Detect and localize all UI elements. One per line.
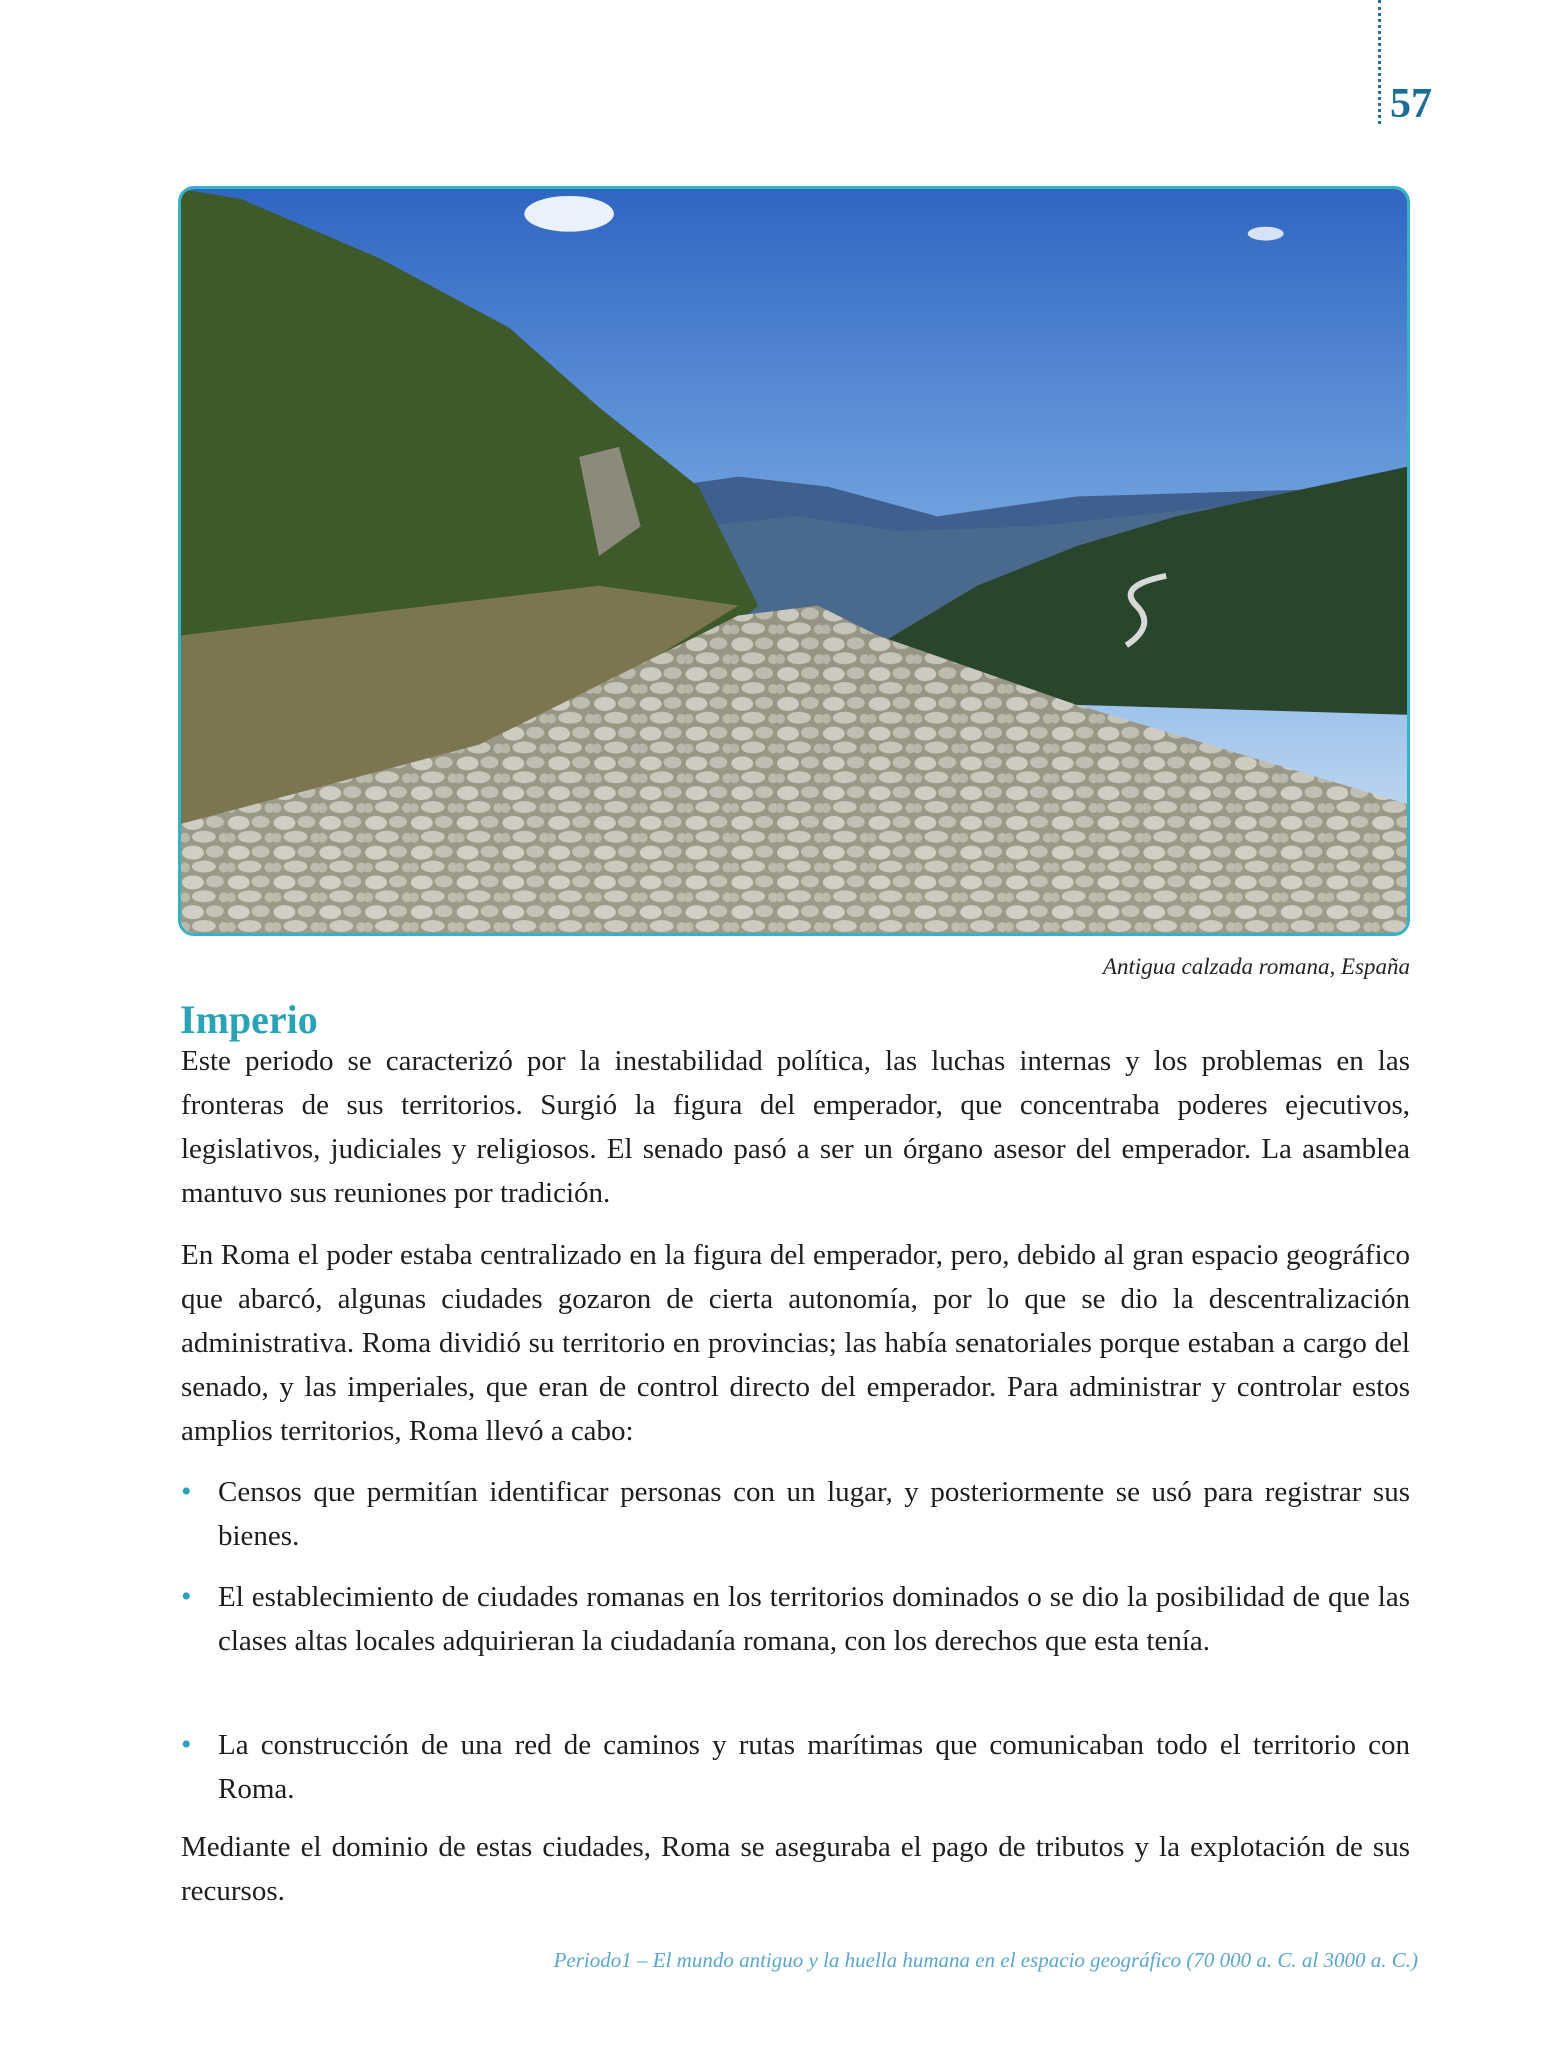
bullet-text: Censos que permitían identificar personas con un lugar, y posteriormente se usó para registrar sus bienes. (218, 1476, 1410, 1552)
bullet-item-2 (181, 1575, 1410, 1663)
section-heading: Imperio (180, 997, 318, 1042)
bullet-text: El establecimiento de ciudades romanas en los territorios dominados o se dio la posibilidad de que las clases altas locales adquirieran la ciudadanía romana, con los derechos que esta tenía. (218, 1581, 1410, 1657)
bullet-icon: • (181, 1580, 192, 1613)
photo-caption: Antigua calzada romana, España (1102, 954, 1410, 979)
roman-road-photo (178, 186, 1410, 936)
page-footer: Periodo1 – El mundo antiguo y la huella humana en el espacio geográfico (70 000 a. C. al 3000 a. C.) (553, 1948, 1418, 1972)
bullet-icon: • (181, 1728, 192, 1761)
bullet-item-3 (181, 1723, 1410, 1811)
bullet-text: La construcción de una red de caminos y rutas marítimas que comunicaban todo el territorio con Roma. (218, 1729, 1410, 1805)
paragraph-2: En Roma el poder estaba centralizado en la figura del emperador, pero, debido al gran espacio geográfico que abarcó, algunas ciudades gozaron de cierta autonomía, por lo que se dio la descentralización administrativa. Roma dividió su territorio en provincias; las había senatoriales porque estaban a cargo del senado, y las imperiales, que eran de control directo del emperador. Para administrar y controlar estos amplios territorios, Roma llevó a cabo: (181, 1239, 1410, 1447)
bullet-item-1 (181, 1470, 1410, 1558)
bullet-icon: • (181, 1475, 192, 1508)
dotted-margin-line (1378, 0, 1381, 124)
closing-paragraph: Mediante el dominio de estas ciudades, Roma se aseguraba el pago de tributos y la explotación de sus recursos. (181, 1831, 1410, 1907)
paragraph-1: Este periodo se caracterizó por la inestabilidad política, las luchas internas y los problemas en las fronteras de sus territorios. Surgió la figura del emperador, que concentraba poderes ejecutivos, legislativos, judiciales y religiosos. El senado pasó a ser un órgano asesor del emperador. La asamblea mantuvo sus reuniones por tradición. (181, 1045, 1410, 1209)
page-number: 57 (1390, 81, 1432, 127)
